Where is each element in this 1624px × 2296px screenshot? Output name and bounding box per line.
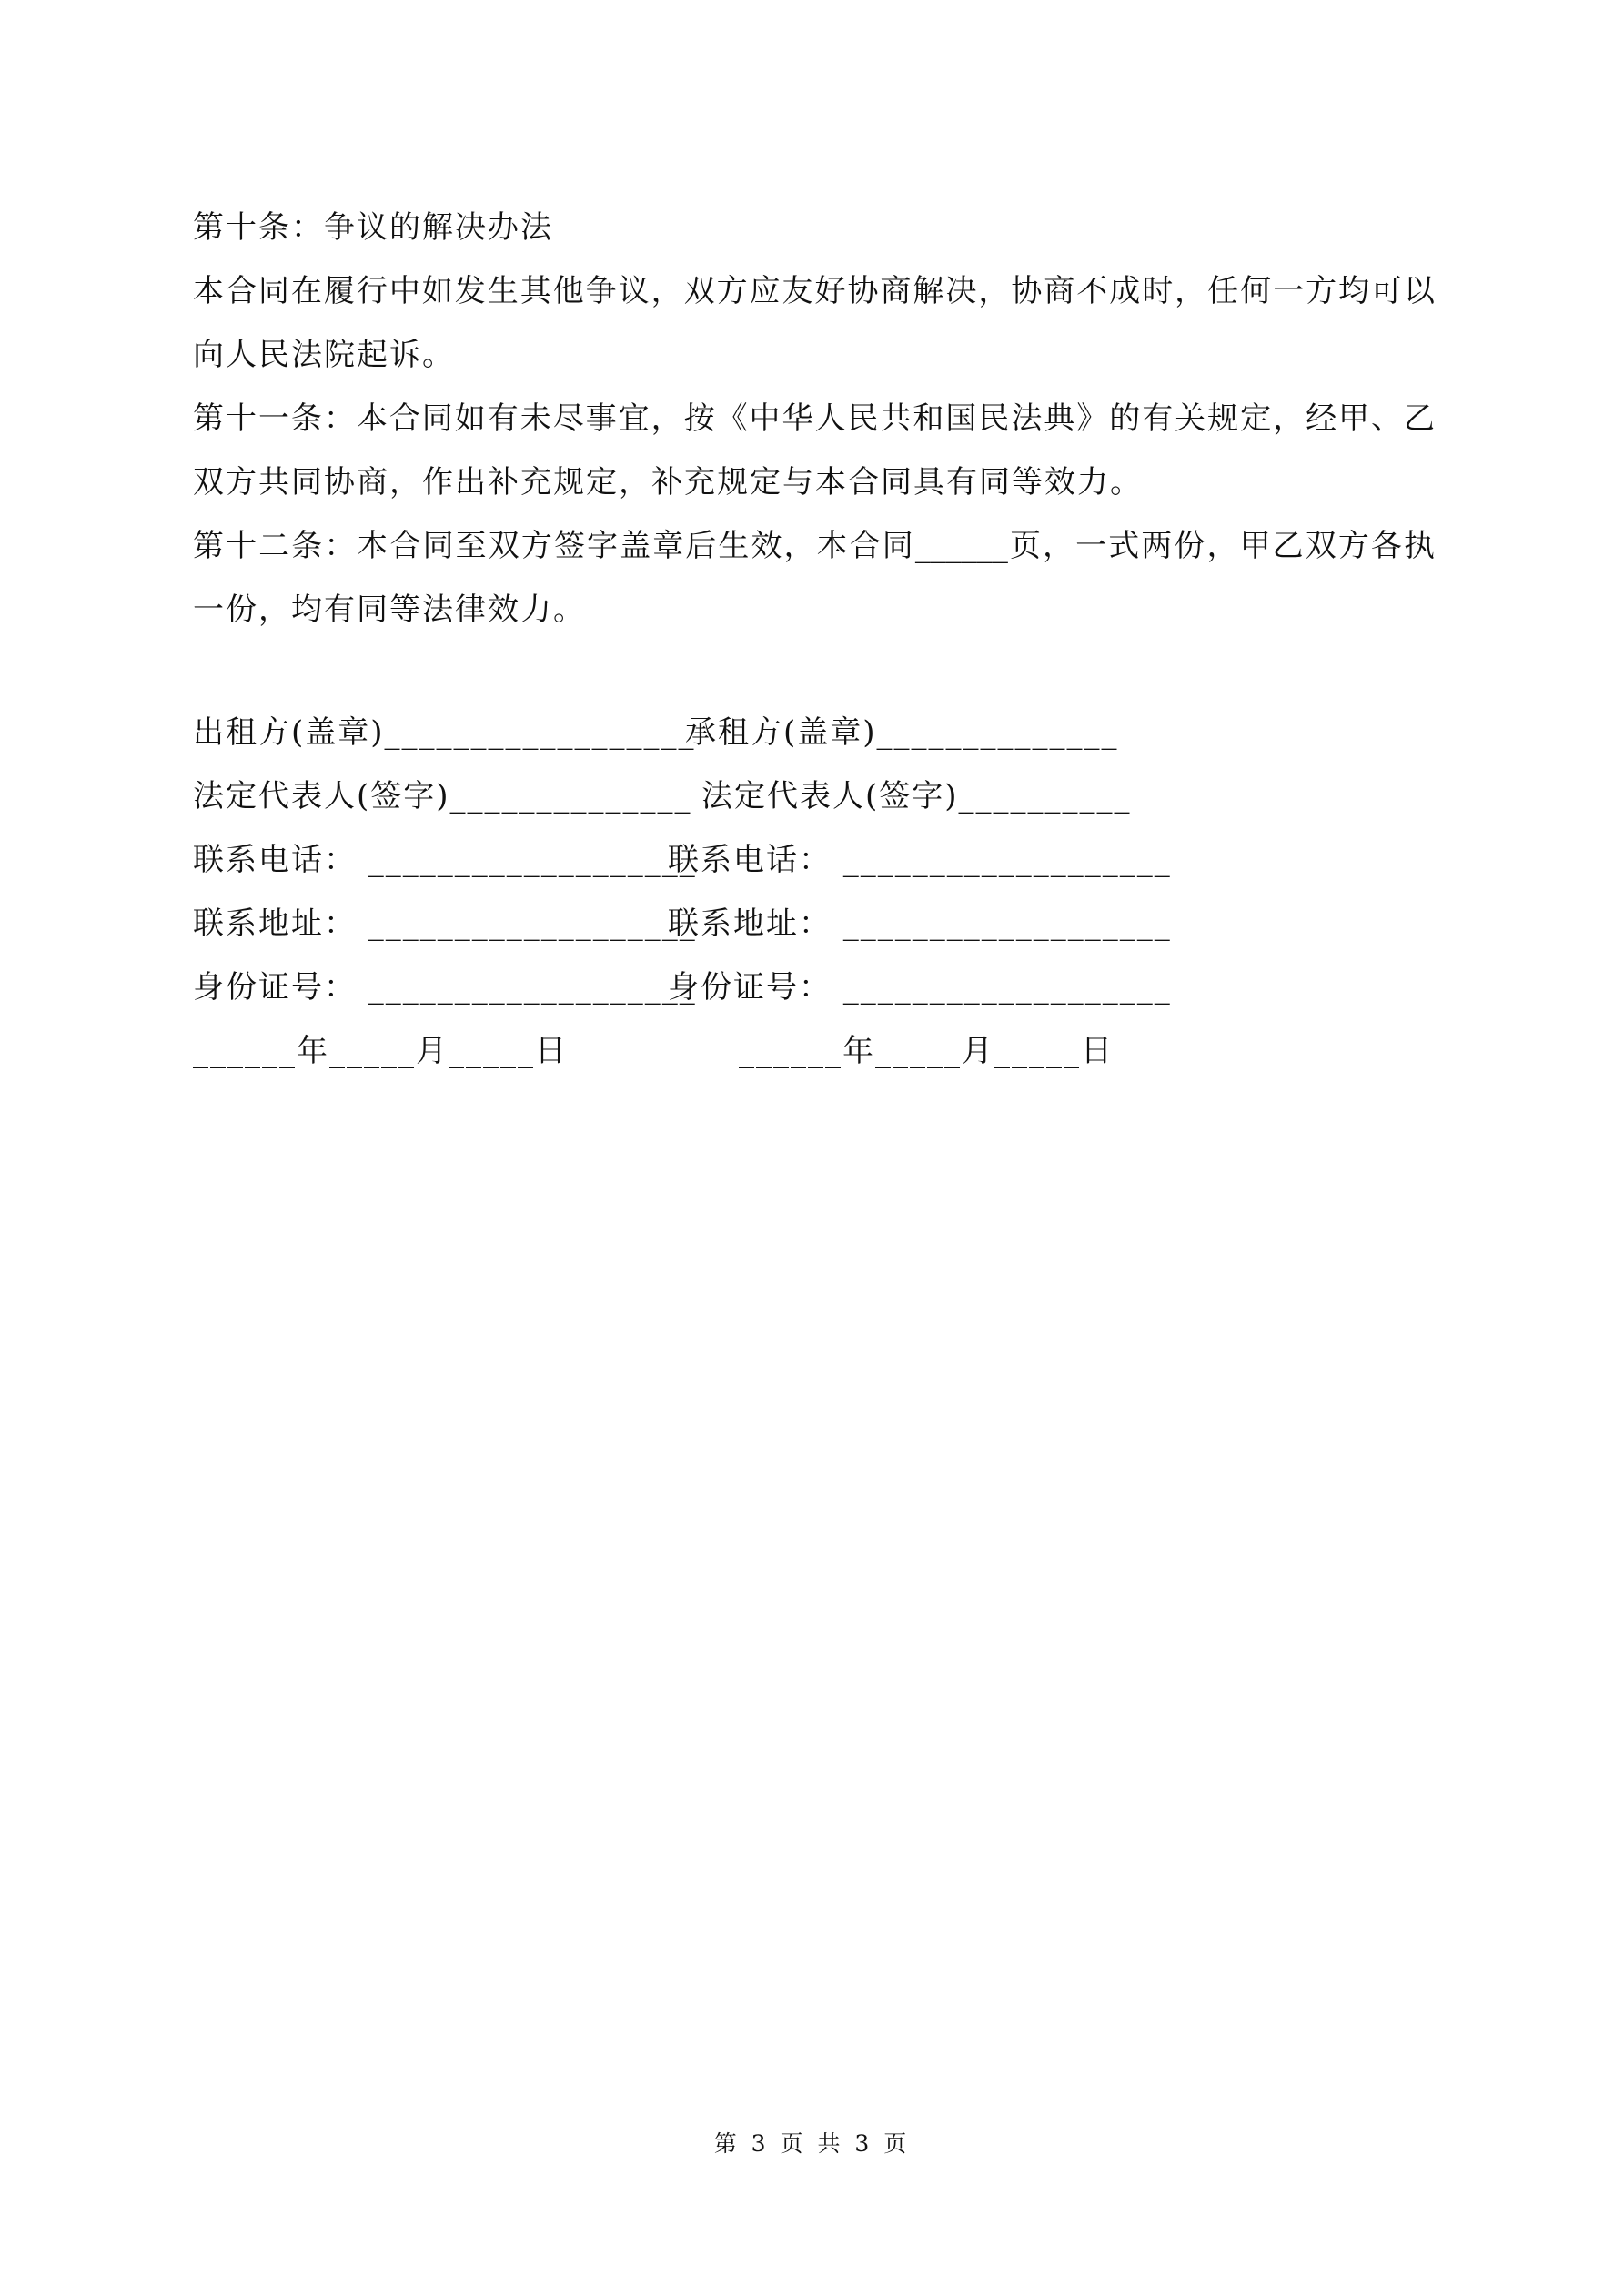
legal-representative-row bbox=[193, 764, 1467, 828]
contract-clauses bbox=[193, 196, 1435, 642]
phone-row bbox=[193, 828, 1467, 892]
clause-10-body-line-1: 本合同在履行中如发生其他争议，双方应友好协商解决，协商不成时，任何一方均可以 bbox=[193, 273, 1435, 309]
id-number-row bbox=[193, 956, 1467, 1019]
clause-10-body-line-2: 向人民法院起诉。 bbox=[193, 337, 455, 373]
lessee-date-blank: ______年_____月_____日 bbox=[739, 1033, 1114, 1069]
page-number: 第 3 页 共 3 页 bbox=[713, 2130, 911, 2157]
lessee-address-blank: 联系地址： ___________________ bbox=[668, 905, 1172, 942]
lessee-phone-blank: 联系电话： ___________________ bbox=[668, 842, 1172, 878]
lessee-id-blank: 身份证号： ___________________ bbox=[668, 969, 1172, 1006]
lessor-address-blank: 联系地址： ___________________ bbox=[193, 905, 697, 942]
clause-11-line-2: 双方共同协商，作出补充规定，补充规定与本合同具有同等效力。 bbox=[193, 464, 1143, 501]
signature-block bbox=[193, 701, 1467, 1083]
lessee-seal-blank: 承租方(盖章)______________ bbox=[685, 714, 1119, 751]
lessor-id-blank: 身份证号： ___________________ bbox=[193, 969, 697, 1006]
clause-10-heading: 第十条：争议的解决办法 bbox=[193, 209, 553, 246]
lessor-phone-blank: 联系电话： ___________________ bbox=[193, 842, 697, 878]
address-row bbox=[193, 892, 1467, 956]
clause-12-line-1: 第十二条：本合同至双方签字盖章后生效，本合同______页，一式两份，甲乙双方各执 bbox=[193, 528, 1435, 564]
lessor-date-blank: ______年_____月_____日 bbox=[193, 1033, 568, 1069]
clause-11-line-1: 第十一条：本合同如有未尽事宜，按《中华人民共和国民法典》的有关规定，经甲、乙 bbox=[193, 400, 1435, 437]
date-row bbox=[193, 1019, 1467, 1083]
lessor-legal-rep-blank: 法定代表人(签字)______________ bbox=[193, 778, 692, 814]
lessor-seal-blank: 出租方(盖章)__________________ bbox=[193, 714, 696, 751]
lessee-legal-rep-blank: 法定代表人(签字)__________ bbox=[701, 778, 1132, 814]
seal-row bbox=[193, 701, 1467, 764]
clause-12-line-2: 一份，均有同等法律效力。 bbox=[193, 592, 586, 628]
